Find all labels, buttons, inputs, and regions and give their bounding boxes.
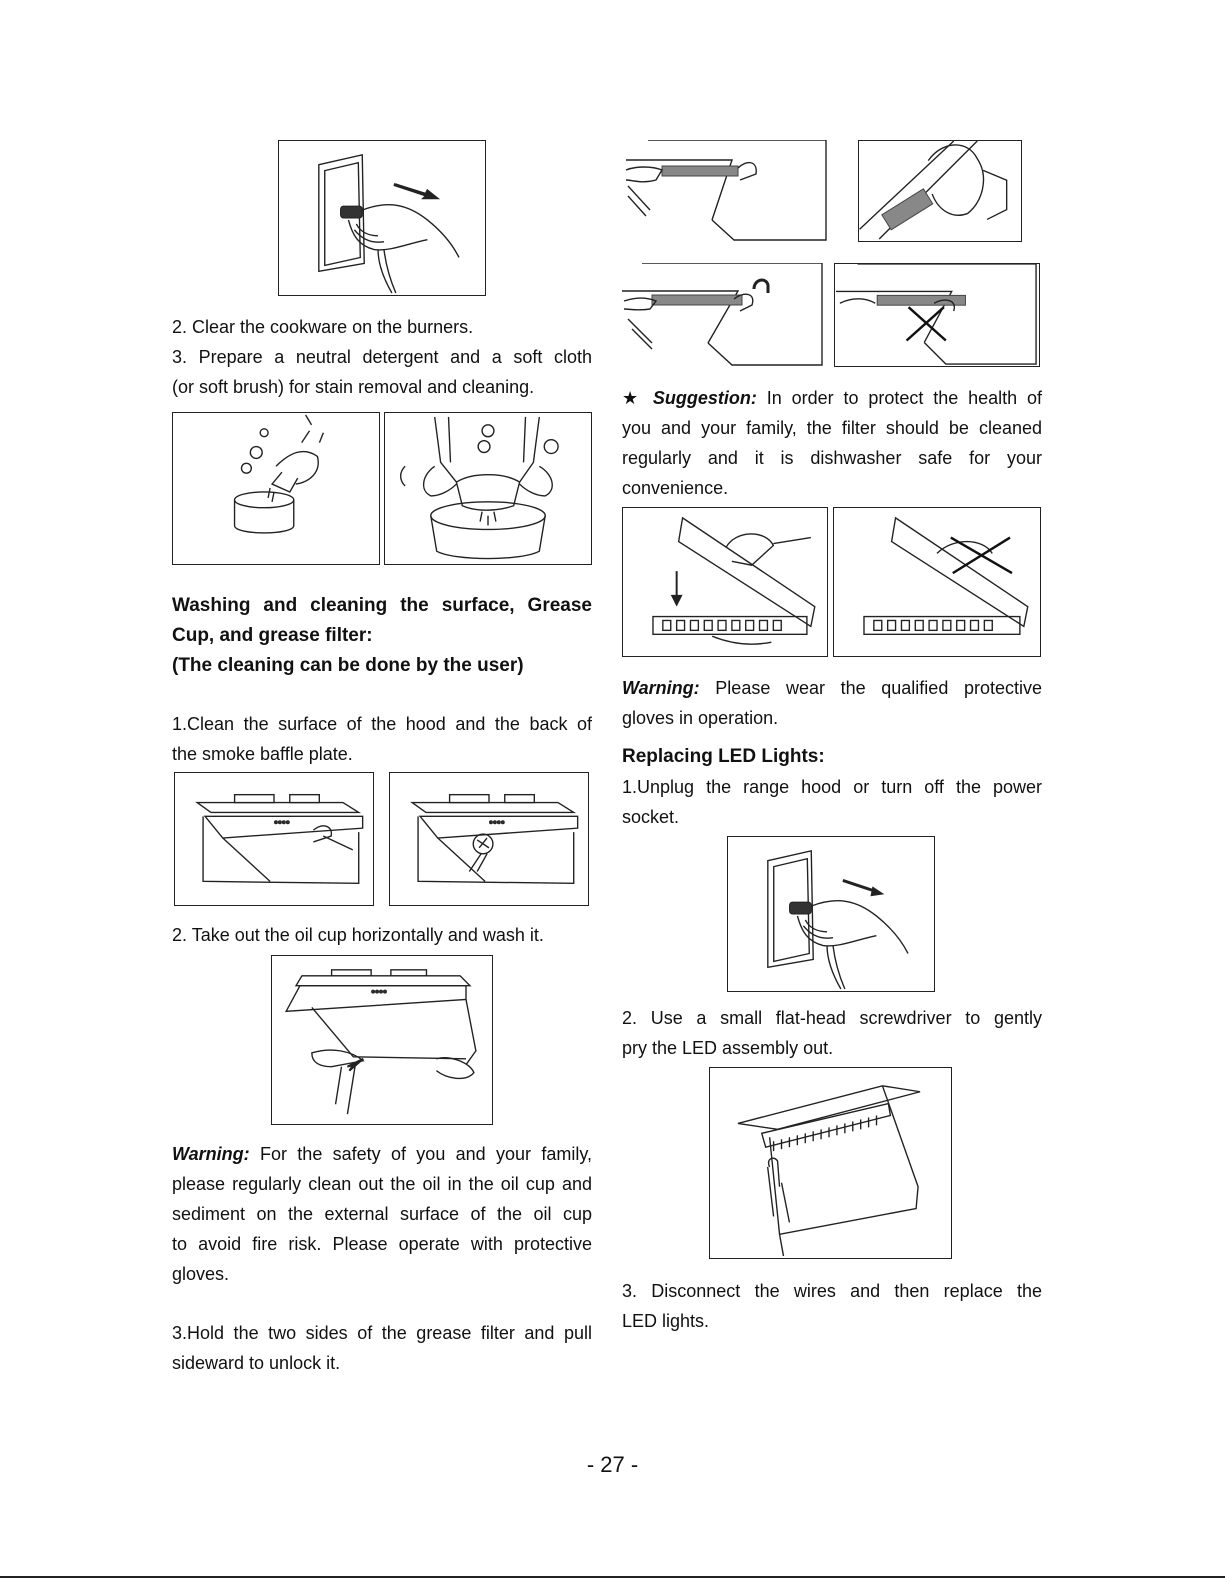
suggestion-line2: you and your family, the filter should be cleaned [622,418,1042,438]
suggestion-line1 [622,383,1042,413]
unplug-illustration [278,140,486,296]
led2-line1: 2. Use a small flat-head screwdriver to gently [622,1008,1042,1028]
suggestion-line3: regularly and it is dishwasher safe for your [622,448,1042,468]
hood-clean-detail-illustration [389,772,589,906]
filter-dishwasher-wrong-illustration [833,507,1041,657]
bottom-rule [0,1576,1225,1578]
suggestion-label: Suggestion: [652,388,757,408]
led2-line2: pry the LED assembly out. [622,1038,834,1058]
section-heading-line1: Washing and cleaning the surface, Grease [172,595,592,616]
oil-cup-illustration [271,955,493,1125]
filter-rotate-illustration [622,263,824,367]
clean3-line1: 3.Hold the two sides of the grease filter and pull [172,1323,592,1343]
step3-prepare-line2: (or soft brush) for stain removal and cleaning. [172,377,535,397]
right-warning-line1-text: Please wear the qualified protective [699,678,1042,698]
filter-removal-illustration [622,140,828,242]
hood-clean-illustration [174,772,374,906]
left-warning-line1-text: For the safety of you and your family, [249,1144,592,1164]
step3-prepare-line1: 3. Prepare a neutral detergent and a soft cloth [172,347,592,367]
right-warning-line2: gloves in operation. [622,708,779,728]
section-heading-line2: Cup, and grease filter: [172,625,373,646]
washing-illustration [384,412,592,565]
left-warning-line3: sediment on the external surface of the oil cup [172,1204,592,1224]
detergent-illustration [172,412,380,565]
left-warning-line4: to avoid fire risk. Please operate with protective [172,1234,592,1254]
right-warning-label: Warning: [622,678,700,698]
filter-wrong-illustration [834,263,1040,367]
filter-grip-illustration [858,140,1022,242]
left-warning-line2: please regularly clean out the oil in the oil cup and [172,1174,592,1194]
suggestion-line1-text: In order to protect the health of [756,388,1042,408]
clean1-line1: 1.Clean the surface of the hood and the back of [172,714,592,734]
suggestion-line4: convenience. [622,478,729,498]
right-warning-line1 [622,673,1042,703]
filter-dishwasher-illustration [622,507,828,657]
left-warning-line5: gloves. [172,1264,230,1284]
led3-line2: LED lights. [622,1311,710,1331]
clean3-line2: sideward to unlock it. [172,1353,341,1373]
led3-line1: 3. Disconnect the wires and then replace the [622,1281,1042,1301]
led-heading: Replacing LED Lights: [622,746,825,767]
section-heading-line3: (The cleaning can be done by the user) [172,655,524,676]
left-warning-label: Warning: [172,1144,250,1164]
clean2-oil-cup: 2. Take out the oil cup horizontally and wash it. [172,925,544,945]
step2-clear: 2. Clear the cookware on the burners. [172,317,474,337]
led1-line1: 1.Unplug the range hood or turn off the power [622,777,1042,797]
star-icon: ★ [622,388,643,408]
led-pry-illustration [709,1067,952,1259]
page-number: - 27 - [586,1452,639,1477]
left-warning-line1 [172,1139,592,1169]
unplug-right-illustration [727,836,935,992]
clean1-line2: the smoke baffle plate. [172,744,353,764]
led1-line2: socket. [622,807,680,827]
